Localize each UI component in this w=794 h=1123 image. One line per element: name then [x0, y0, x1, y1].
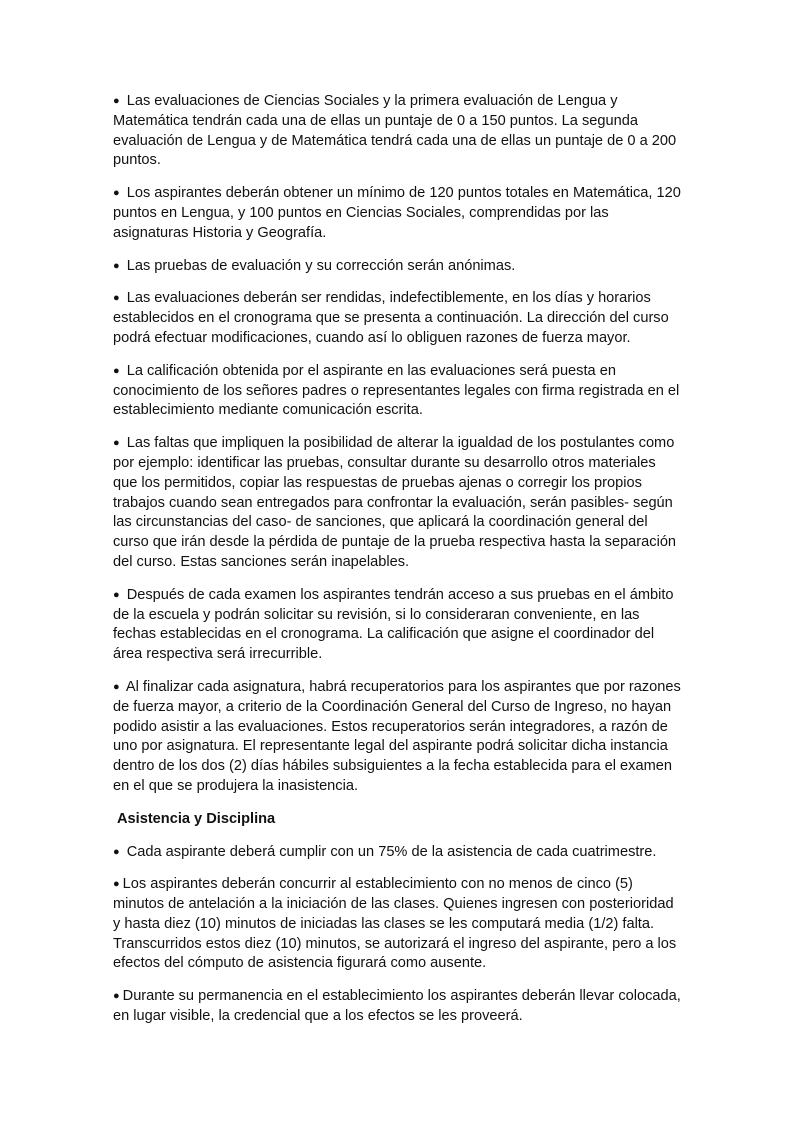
bullet-icon: ● — [113, 990, 120, 1003]
bullet-icon: ● — [113, 292, 120, 305]
bullet-paragraph: ● Las pruebas de evaluación y su corrección serán anónimas. — [113, 257, 516, 274]
bullet-paragraph: ● Cada aspirante deberá cumplir con un 75% de la asistencia de cada cuatrimestre. — [113, 843, 657, 860]
section-heading: Asistencia y Disciplina — [117, 810, 276, 827]
bullet-icon: ● — [113, 95, 120, 107]
bullet-paragraph: ● Durante su permanencia en el establecimiento los aspirantes deberán llevar colocada, en lugar visible, la credencial que a los efectos se les proveerá. — [113, 988, 681, 1025]
bullet-icon: ● — [113, 680, 120, 693]
bullet-paragraph: ● Después de cada examen los aspirantes tendrán acceso a sus pruebas en el ámbito de la escuela y podrán solicitar su revisión, si lo consideraran conveniente, en las fechas establecidas en el cronograma. La calificación que asigne el coordinador del área respectiva será irrecurrible. — [113, 586, 674, 663]
bullet-paragraph: ● Los aspirantes deberán obtener un mínimo de 120 puntos totales en Matemática, 120 puntos en Lengua, y 100 puntos en Ciencias Sociales, comprendidas por las asignaturas Historia y Geografía. — [113, 185, 681, 241]
bullet-icon: ● — [113, 437, 120, 450]
bullet-paragraph: ● Al finalizar cada asignatura, habrá recuperatorios para los aspirantes que por razones de fuerza mayor, a criterio de la Coordinación General del Curso de Ingreso, no hayan podido asistir a las evaluaciones. Estos recuperatorios serán integradores, a razón de uno por asignatura. El representante legal del aspirante podrá solicitar dicha instancia dentro de los dos (2) días hábiles subsiguientes a la fecha establecida para el examen en el que se produjera la inasistencia. — [113, 678, 681, 794]
document-page — [113, 92, 683, 1040]
bullet-icon: ● — [113, 845, 120, 858]
bullet-paragraph: ● Las evaluaciones deberán ser rendidas, indefectiblemente, en los días y horarios establecidos en el cronograma que se presenta a continuación. La dirección del curso podrá efectuar modificaciones, cuando así lo obliguen razones de fuerza mayor. — [113, 290, 669, 346]
bullet-paragraph: ● La calificación obtenida por el aspirante en las evaluaciones será puesta en conocimiento de los señores padres o representantes legales con firma registrada en el establecimiento mediante comunicación escrita. — [113, 362, 680, 419]
bullet-icon: ● — [113, 187, 120, 200]
bullet-paragraph: ● Los aspirantes deberán concurrir al establecimiento con no menos de cinco (5) minutos de antelación a la iniciación de las clases. Quienes ingresen con posterioridad y hasta diez (10) minutos de iniciadas las clases se les computará media (1/2) falta. Transcurridos estos diez (10) minutos, se autorizará el ingreso del aspirante, pero a los efectos del cómputo de asistencia figurará como ausente. — [113, 876, 677, 972]
bullet-icon: ● — [113, 588, 120, 601]
bullet-icon: ● — [113, 259, 120, 272]
bullet-icon: ● — [113, 878, 120, 891]
bullet-icon: ● — [113, 364, 120, 377]
bullet-paragraph: ● Las evaluaciones de Ciencias Sociales y la primera evaluación de Lengua y Matemática tendrán cada una de ellas un puntaje de 0 a 150 puntos. La segunda evaluación de Lengua y de Matemática tendrá cada una de ellas un puntaje de 0 a 200 puntos. — [113, 93, 677, 169]
bullet-paragraph: ● Las faltas que impliquen la posibilidad de alterar la igualdad de los postulantes como por ejemplo: identificar las pruebas, consultar durante su desarrollo otros materiales que los permitidos, copiar las respuestas de pruebas ajenas o corregir los propios trabajos cuando sean entregados para confrontar la evaluación, serán pasibles- según las circunstancias del caso- de sanciones, que aplicará la coordinación general del curso que irán desde la pérdida de puntaje de la prueba respectiva hasta la separación del curso. Estas sanciones serán inapelables. — [113, 435, 677, 570]
